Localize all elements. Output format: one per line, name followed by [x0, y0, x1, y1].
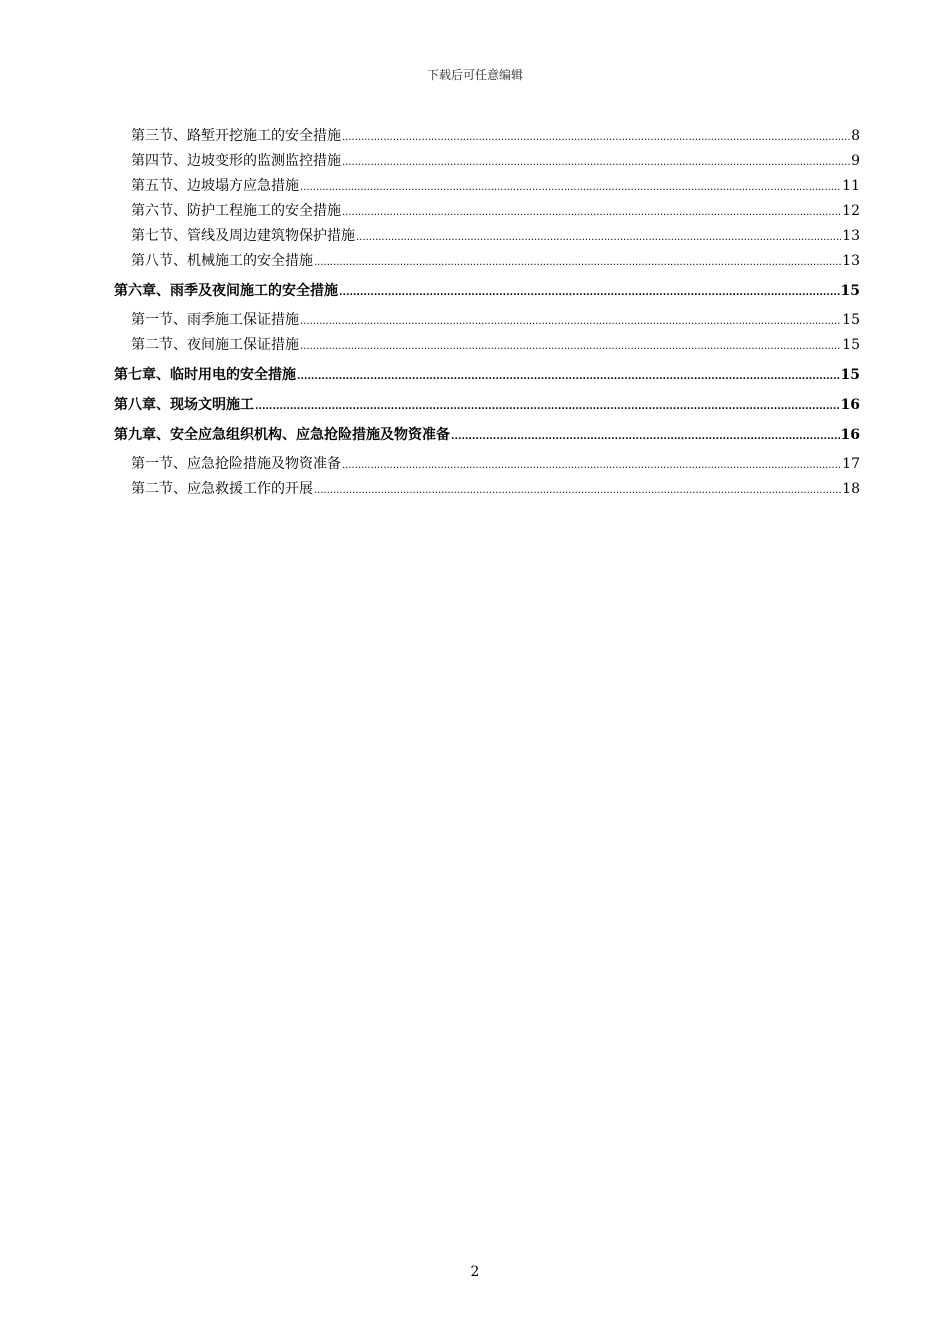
toc-dot-leader	[451, 424, 840, 449]
toc-entry-page: 13	[842, 228, 860, 244]
toc-entry-title: 第三节、路堑开挖施工的安全措施	[131, 128, 341, 144]
toc-entry-section-2[interactable]	[114, 333, 860, 358]
toc-entry-section-6[interactable]	[114, 199, 860, 224]
toc-dot-leader	[314, 478, 841, 503]
toc-entry-page: 15	[842, 312, 860, 328]
toc-entry-page: 17	[842, 456, 860, 472]
toc-entry-section-3[interactable]	[114, 124, 860, 149]
toc-entry-title: 第一节、应急抢险措施及物资准备	[131, 456, 341, 472]
toc-dot-leader	[255, 394, 840, 419]
toc-dot-leader	[342, 453, 841, 478]
toc-entry-section-7[interactable]	[114, 224, 860, 249]
toc-dot-leader	[342, 125, 850, 150]
toc-entry-title: 第六节、防护工程施工的安全措施	[131, 203, 341, 219]
toc-entry-page: 11	[842, 178, 860, 194]
toc-entry-title: 第九章、安全应急组织机构、应急抢险措施及物资准备	[114, 427, 450, 443]
toc-entry-chapter-9[interactable]	[114, 423, 860, 448]
toc-entry-title: 第五节、边坡塌方应急措施	[131, 178, 299, 194]
toc-entry-title: 第八章、现场文明施工	[114, 397, 254, 413]
toc-entry-section-5[interactable]	[114, 174, 860, 199]
toc-entry-title: 第四节、边坡变形的监测监控措施	[131, 153, 341, 169]
page-header: 下载后可任意编辑	[426, 68, 523, 82]
toc-entry-page: 16	[840, 427, 860, 443]
toc-entry-page: 16	[840, 397, 860, 413]
toc-dot-leader	[342, 200, 841, 225]
toc-entry-page: 12	[842, 203, 860, 219]
toc-entry-title: 第六章、雨季及夜间施工的安全措施	[114, 283, 338, 299]
toc-entry-section-4[interactable]	[114, 149, 860, 174]
toc-dot-leader	[342, 150, 850, 175]
toc-entry-page: 8	[851, 128, 860, 144]
toc-entry-title: 第八节、机械施工的安全措施	[131, 253, 313, 269]
toc-entry-section-1b[interactable]	[114, 452, 860, 477]
page-number: 2	[470, 1264, 480, 1280]
toc-entry-section-8[interactable]	[114, 249, 860, 274]
toc-entry-chapter-8[interactable]	[114, 393, 860, 418]
toc-entry-page: 13	[842, 253, 860, 269]
toc-dot-leader	[300, 309, 841, 334]
toc-entry-title: 第二节、应急救援工作的开展	[131, 481, 313, 497]
toc-dot-leader	[356, 225, 841, 250]
toc-entry-title: 第七节、管线及周边建筑物保护措施	[131, 228, 355, 244]
toc-entry-page: 18	[842, 481, 860, 497]
table-of-contents	[114, 124, 860, 502]
toc-entry-title: 第一节、雨季施工保证措施	[131, 312, 299, 328]
toc-dot-leader	[300, 175, 841, 200]
toc-entry-chapter-7[interactable]	[114, 363, 860, 388]
toc-dot-leader	[339, 280, 840, 305]
toc-dot-leader	[314, 250, 841, 275]
toc-entry-page: 15	[840, 283, 860, 299]
toc-entry-title: 第七章、临时用电的安全措施	[114, 367, 296, 383]
toc-entry-page: 15	[842, 337, 860, 353]
toc-entry-section-1[interactable]	[114, 308, 860, 333]
toc-entry-section-2b[interactable]	[114, 477, 860, 502]
toc-dot-leader	[297, 364, 840, 389]
toc-entry-page: 15	[840, 367, 860, 383]
toc-entry-title: 第二节、夜间施工保证措施	[131, 337, 299, 353]
toc-dot-leader	[300, 334, 841, 359]
toc-entry-chapter-6[interactable]	[114, 279, 860, 304]
toc-entry-page: 9	[851, 153, 860, 169]
